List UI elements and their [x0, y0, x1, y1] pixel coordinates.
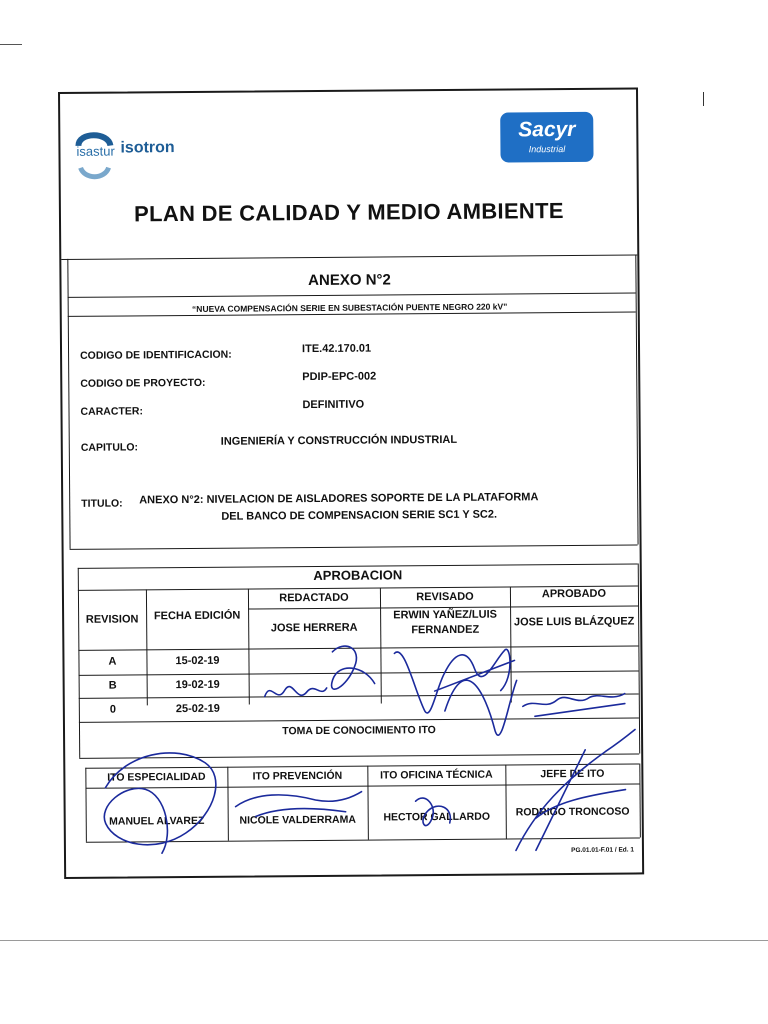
project-subtitle: “NUEVA COMPENSACIÓN SERIE EN SUBESTACIÓN PUENTE NEGRO 220 kV”: [191, 301, 508, 314]
isastur-isotron-logo: [74, 123, 174, 184]
divider: [85, 783, 639, 788]
revision-cell: 0: [109, 703, 116, 716]
revision-cell: A: [108, 655, 117, 668]
codigo-identificacion-value: ITE.42.170.01: [301, 342, 372, 356]
fecha-cell: 25-02-19: [175, 702, 220, 716]
ito-role: JEFE DE ITO: [540, 767, 605, 781]
caracter-label: CARACTER:: [80, 405, 143, 418]
titulo-value-line-1: ANEXO N°2: NIVELACION DE AISLADORES SOPORTE DE LA PLATAFORMA: [139, 491, 539, 507]
divider: [79, 670, 639, 675]
scan-edge-mark: [0, 44, 22, 45]
annex-title: ANEXO N°2: [308, 271, 391, 290]
col-revision-header: REVISION: [85, 613, 139, 626]
box-border: [67, 259, 70, 549]
signature-aprobado: [523, 694, 625, 717]
isastur-logo-text: isastur: [76, 143, 115, 159]
codigo-identificacion-label: CODIGO DE IDENTIFICACION:: [80, 348, 232, 362]
divider: [79, 693, 639, 698]
approval-heading: APROBACION: [313, 567, 403, 584]
col-fecha-header: FECHA EDICIÓN: [153, 609, 241, 623]
ito-heading: TOMA DE CONOCIMIENTO ITO: [282, 724, 436, 738]
aprobado-name: JOSE LUIS BLÁZQUEZ: [513, 615, 635, 629]
fecha-cell: 15-02-19: [175, 654, 220, 668]
codigo-proyecto-label: CODIGO DE PROYECTO:: [80, 376, 206, 390]
scan-edge-line: [0, 940, 768, 941]
ito-name: MANUEL ALVAREZ: [109, 814, 205, 828]
signature-redactado: [264, 646, 374, 697]
ito-name: RODRIGO TRONCOSO: [515, 805, 630, 819]
sacyr-logo: [500, 112, 593, 163]
table-col-line: [510, 586, 512, 702]
col-redactado-header: REDACTADO: [279, 591, 349, 605]
ito-name: NICOLE VALDERRAMA: [239, 813, 357, 827]
capitulo-label: CAPITULO:: [80, 441, 139, 454]
col-aprobado-header: APROBADO: [541, 587, 607, 601]
document-page: [58, 87, 644, 879]
signature-revisado: [394, 649, 514, 713]
document-title: PLAN DE CALIDAD Y MEDIO AMBIENTE: [134, 198, 564, 227]
divider: [68, 292, 636, 297]
table-border: [639, 763, 641, 837]
sacyr-logo-sub: Industrial: [528, 144, 566, 155]
signature-jefe-ito: [515, 729, 636, 850]
table-col-line: [380, 587, 382, 703]
revisado-name-line-1: ERWIN YAÑEZ/LUIS: [393, 608, 498, 622]
col-revisado-header: REVISADO: [416, 590, 474, 604]
capitulo-value: INGENIERÍA Y CONSTRUCCIÓN INDUSTRIAL: [220, 433, 458, 448]
divider: [86, 837, 640, 842]
divider: [79, 753, 639, 758]
fecha-cell: 19-02-19: [175, 678, 220, 692]
ito-role: ITO ESPECIALIDAD: [107, 770, 206, 784]
ito-role: ITO OFICINA TÉCNICA: [380, 768, 493, 782]
ito-role: ITO PREVENCIÓN: [252, 769, 343, 783]
revision-cell: B: [108, 679, 117, 692]
titulo-label: TITULO:: [81, 497, 123, 510]
codigo-proyecto-value: PDIP-EPC-002: [302, 370, 377, 384]
divider: [79, 717, 639, 722]
redactado-name: JOSE HERRERA: [270, 621, 358, 635]
revisado-name-line-2: FERNANDEZ: [411, 623, 480, 637]
ito-name: HECTOR GALLARDO: [383, 810, 491, 824]
divider: [78, 645, 638, 650]
sacyr-logo-name: Sacyr: [518, 117, 576, 142]
box-border: [635, 254, 638, 544]
divider: [61, 254, 637, 260]
form-code: PG.01.01-F.01 / Ed. 1: [571, 846, 634, 854]
divider: [70, 544, 638, 549]
isotron-logo-text: isotron: [120, 139, 175, 157]
scan-edge-mark: [703, 92, 704, 106]
caracter-value: DEFINITIVO: [302, 398, 365, 412]
titulo-value-line-2: DEL BANCO DE COMPENSACION SERIE SC1 Y SC2.: [221, 508, 498, 523]
